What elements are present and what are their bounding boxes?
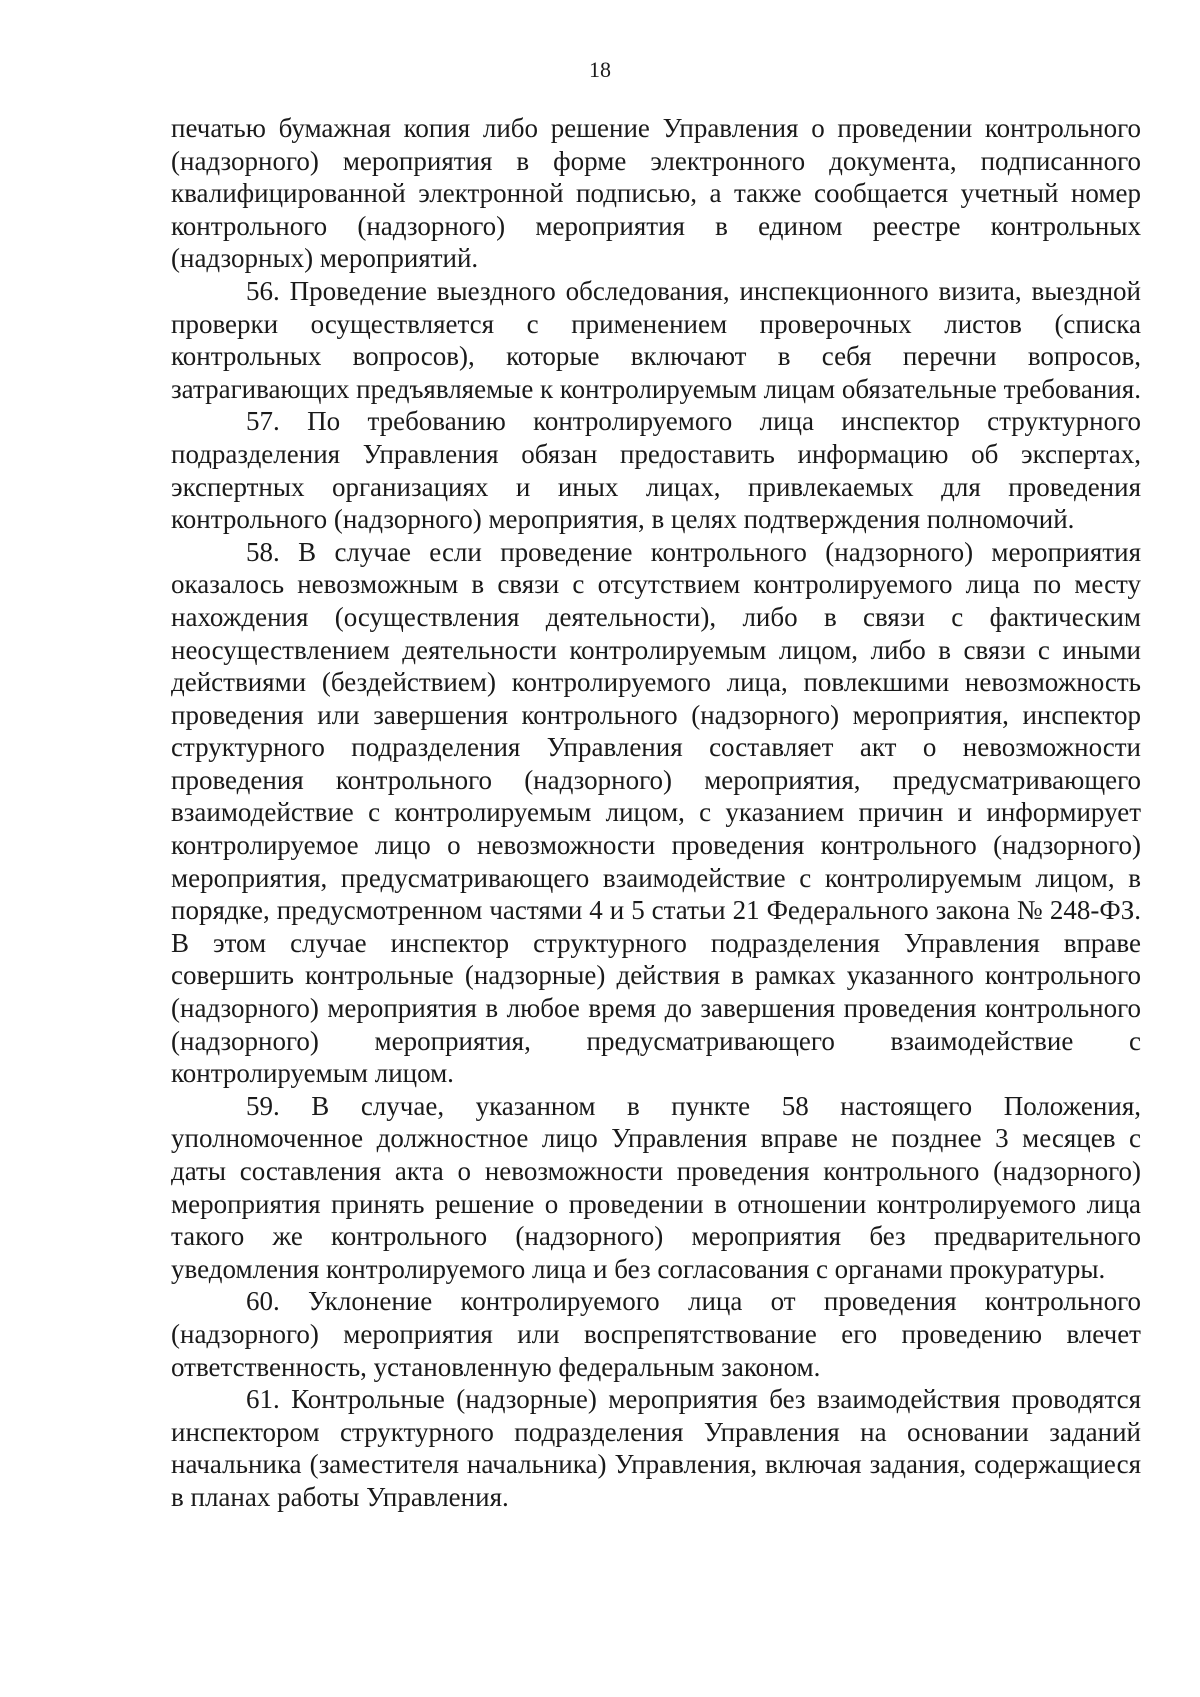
paragraph-continuation: печатью бумажная копия либо решение Управления о проведении контрольного (надзорного) мероприятия в форме электронного документа, подписанного квалифицированной электронной подписью, а также сообщается учетный номер контрольного (надзорного) мероприятия в едином реестре контрольных (надзорных) мероприятий.: [171, 113, 1141, 274]
document-body: [171, 112, 1141, 1514]
page-number: 18: [589, 57, 611, 82]
paragraph-59: 59. В случае, указанном в пункте 58 настоящего Положения, уполномоченное должностное лицо Управления вправе не позднее 3 месяцев с даты составления акта о невозможности проведения контрольного (надзорного) мероприятия принять решение о проведении в отношении контролируемого лица такого же контрольного (надзорного) мероприятия без предварительного уведомления контролируемого лица и без согласования с органами прокуратуры.: [171, 1090, 1141, 1284]
paragraph-60: 60. Уклонение контролируемого лица от проведения контрольного (надзорного) мероприятия или воспрепятствование его проведению влечет ответственность, установленную федеральным законом.: [171, 1286, 1141, 1382]
paragraph-56: 56. Проведение выездного обследования, инспекционного визита, выездной проверки осуществляется с применением проверочных листов (списка контрольных вопросов), которые включают в себя перечни вопросов, затрагивающих предъявляемые к контролируемым лицам обязательные требования.: [171, 275, 1141, 404]
paragraph-57: 57. По требованию контролируемого лица инспектор структурного подразделения Управления обязан предоставить информацию об экспертах, экспертных организациях и иных лицах, привлекаемых для проведения контрольного (надзорного) мероприятия, в целях подтверждения полномочий.: [171, 406, 1141, 535]
paragraph-58: 58. В случае если проведение контрольного (надзорного) мероприятия оказалось невозможным в связи с отсутствием контролируемого лица по месту нахождения (осуществления деятельности), либо в связи с фактическим неосуществлением деятельности контролируемым лицом, либо в связи с иными действиями (бездействием) контролируемого лица, повлекшими невозможность проведения или завершения контрольного (надзорного) мероприятия, инспектор структурного подразделения Управления составляет акт о невозможности проведения контрольного (надзорного) мероприятия, предусматривающего взаимодействие с контролируемым лицом, с указанием причин и информирует контролируемое лицо о невозможности проведения контрольного (надзорного) мероприятия, предусматривающего взаимодействие с контролируемым лицом, в порядке, предусмотренном частями 4 и 5 статьи 21 Федерального закона № 248-ФЗ. В этом случае инспектор структурного подразделения Управления вправе совершить контрольные (надзорные) действия в рамках указанного контрольного (надзорного) мероприятия в любое время до завершения проведения контрольного (надзорного) мероприятия, предусматривающего взаимодействие с контролируемым лицом.: [171, 536, 1141, 1089]
paragraph-61: 61. Контрольные (надзорные) мероприятия без взаимодействия проводятся инспектором структурного подразделения Управления на основании заданий начальника (заместителя начальника) Управления, включая задания, содержащиеся в планах работы Управления.: [171, 1384, 1141, 1512]
